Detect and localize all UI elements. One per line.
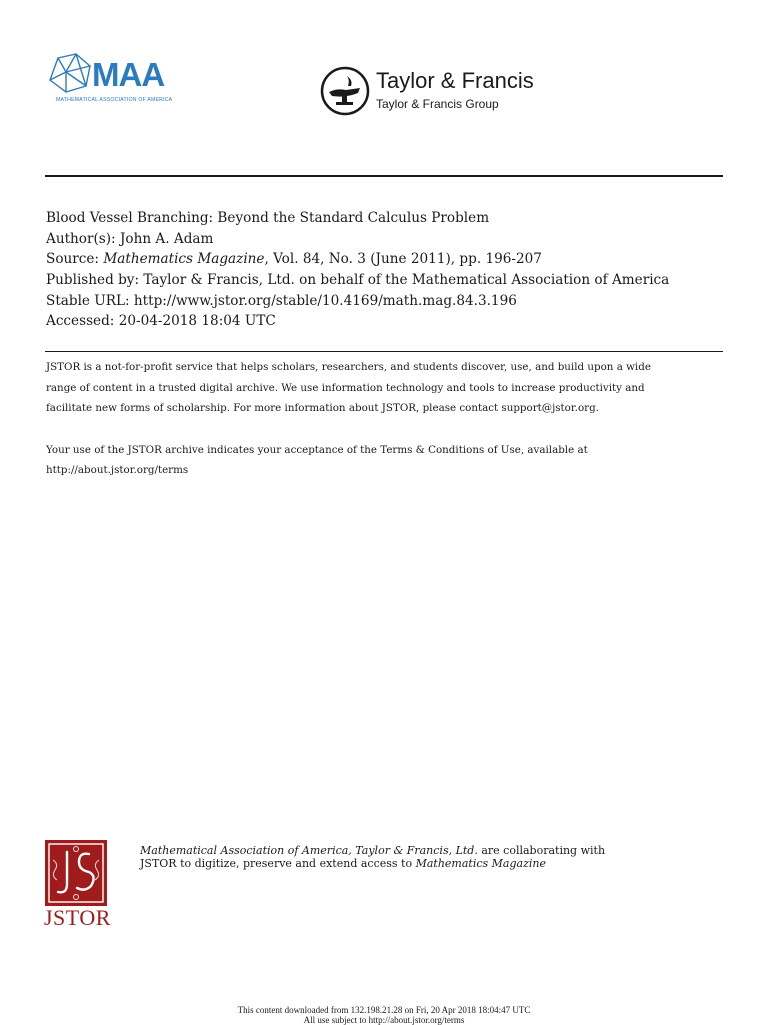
terms-link[interactable]: http://about.jstor.org/terms <box>46 464 189 476</box>
source-journal: Mathematics Magazine <box>103 251 265 267</box>
middle-divider <box>45 351 723 352</box>
stable-url-line <box>46 291 517 312</box>
publisher-name: Taylor & Francis, Ltd. on behalf of the Mathematical Association of America <box>143 272 670 288</box>
stable-url-link[interactable]: http://www.jstor.org/stable/10.4169/math.mag.84.3.196 <box>133 293 517 309</box>
jstor-note-line: range of content in a trusted digital archive. We use information technology and tools to increase productivity and <box>46 382 645 394</box>
taylor-francis-lamp-icon <box>320 66 370 116</box>
publisher-label: Published by: <box>46 272 140 288</box>
collaboration-line <box>140 844 605 857</box>
author-line <box>46 229 213 250</box>
jstor-wordmark: JSTOR <box>44 905 111 930</box>
stable-url-label: Stable URL: <box>46 293 130 309</box>
collaboration-partners: Mathematical Association of America, Taylor & Francis, Ltd. <box>140 844 478 857</box>
maa-wordmark: MAA <box>92 56 165 93</box>
author-label: Author(s): <box>46 231 116 247</box>
top-divider <box>45 175 723 177</box>
jstor-note-line: facilitate new forms of scholarship. For more information about JSTOR, please contact support@jstor.org. <box>46 402 599 414</box>
collaboration-text: JSTOR to digitize, preserve and extend access to <box>140 857 416 870</box>
author-name: John A. Adam <box>119 231 214 247</box>
download-notice: This content downloaded from 132.198.21.28 on Fri, 20 Apr 2018 18:04:47 UTC <box>237 1005 531 1015</box>
maa-subtitle: MATHEMATICAL ASSOCIATION OF AMERICA <box>56 97 173 103</box>
article-title: Blood Vessel Branching: Beyond the Standard Calculus Problem <box>46 210 490 226</box>
accessed-line <box>46 311 276 332</box>
collaboration-line <box>140 857 546 870</box>
source-line <box>46 249 542 270</box>
terms-line: Your use of the JSTOR archive indicates your acceptance of the Terms & Conditions of Use, available at <box>46 444 588 456</box>
collaboration-text: are collaborating with <box>477 844 606 857</box>
terms-notice: All use subject to http://about.jstor.org/terms <box>303 1015 465 1025</box>
publisher-line <box>46 270 669 291</box>
taylor-francis-name: Taylor & Francis <box>376 68 534 93</box>
collaboration-journal: Mathematics Magazine <box>415 857 546 870</box>
taylor-francis-group: Taylor & Francis Group <box>376 97 499 111</box>
jstor-note-line: JSTOR is a not-for-profit service that helps scholars, researchers, and students discover, use, and build upon a wide <box>46 361 651 373</box>
source-label: Source: <box>46 251 99 267</box>
jstor-emblem-icon <box>45 840 107 906</box>
accessed-date: 20-04-2018 18:04 UTC <box>118 313 276 329</box>
accessed-label: Accessed: <box>46 313 115 329</box>
source-details: , Vol. 84, No. 3 (June 2011), pp. 196-207 <box>264 251 542 267</box>
